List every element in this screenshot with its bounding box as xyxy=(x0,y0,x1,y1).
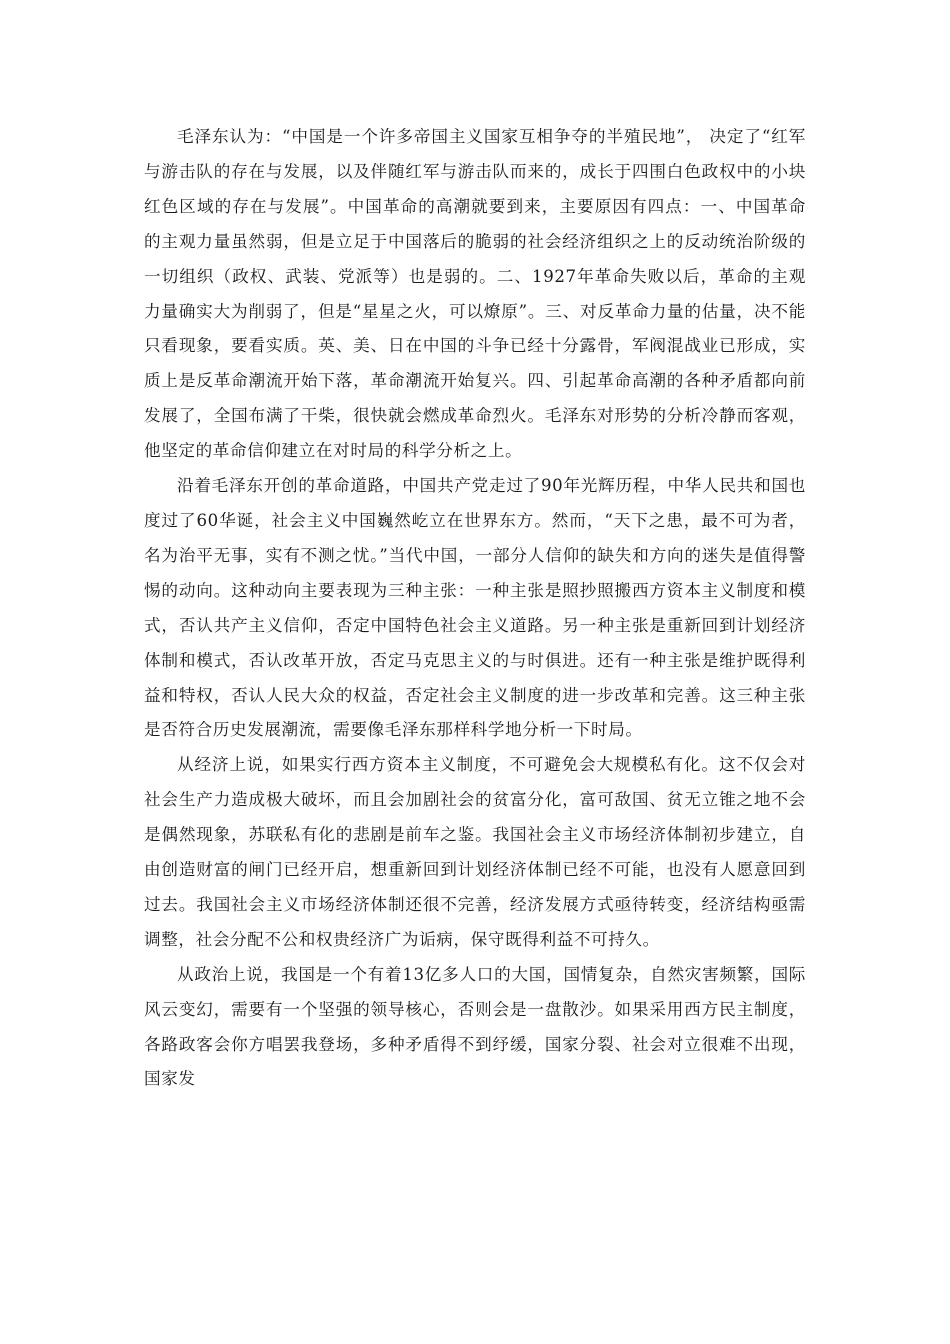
document-body xyxy=(144,120,806,1097)
paragraph-2: 沿着毛泽东开创的革命道路，中国共产党走过了90年光辉历程，中华人民共和国也度过了60华诞，社会主义中国巍然屹立在世界东方。然而，“天下之患，最不可为者，名为治平无事，实有不测之忧。”当代中国，一部分人信仰的缺失和方向的迷失是值得警惕的动向。这种动向主要表现为三种主张：一种主张是照抄照搬西方资本主义制度和模式，否认共产主义信仰，否定中国特色社会主义道路。另一种主张是重新回到计划经济体制和模式，否认改革开放，否定马克思主义的与时俱进。还有一种主张是维护既得利益和特权，否认人民大众的权益，否定社会主义制度的进一步改革和完善。这三种主张是否符合历史发展潮流，需要像毛泽东那样科学地分析一下时局。 xyxy=(144,476,806,740)
paragraph-3: 从经济上说，如果实行西方资本主义制度，不可避免会大规模私有化。这不仅会对社会生产力造成极大破坏，而且会加剧社会的贫富分化，富可敌国、贫无立锥之地不会是偶然现象，苏联私有化的悲剧是前车之鉴。我国社会主义市场经济体制初步建立，自由创造财富的闸门已经开启，想重新回到计划经济体制已经不可能，也没有人愿意回到过去。我国社会主义市场经济体制还很不完善，经济发展方式亟待转变，经济结构亟需调整，社会分配不公和权贵经济广为诟病，保守既得利益不可持久。 xyxy=(144,755,806,949)
paragraph-4: 从政治上说，我国是一个有着13亿多人口的大国，国情复杂，自然灾害频繁，国际风云变幻，需要有一个坚强的领导核心，否则会是一盘散沙。如果采用西方民主制度，各路政客会你方唱罢我登场，多种矛盾得不到纾缓，国家分裂、社会对立很难不出现，国家发 xyxy=(144,964,806,1089)
paragraph-1: 毛泽东认为：“中国是一个许多帝国主义国家互相争夺的半殖民地”， 决定了“红军与游击队的存在与发展，以及伴随红军与游击队而来的，成长于四围白色政权中的小块红色区域的存在与发展”。中国革命的高潮就要到来，主要原因有四点：一、中国革命的主观力量虽然弱，但是立足于中国落后的脆弱的社会经济组织之上的反动统治阶级的一切组织（政权、武装、党派等）也是弱的。二、1927年革命失败以后，革命的主观力量确实大为削弱了，但是“星星之火，可以燎原”。三、对反革命力量的估量，决不能只看现象，要看实质。英、美、日在中国的斗争已经十分露骨，军阀混战业已形成，实质上是反革命潮流开始下落，革命潮流开始复兴。四、引起革命高潮的各种矛盾都向前发展了，全国布满了干柴，很快就会燃成革命烈火。毛泽东对形势的分析冷静而客观，他坚定的革命信仰建立在对时局的科学分析之上。 xyxy=(144,127,806,461)
